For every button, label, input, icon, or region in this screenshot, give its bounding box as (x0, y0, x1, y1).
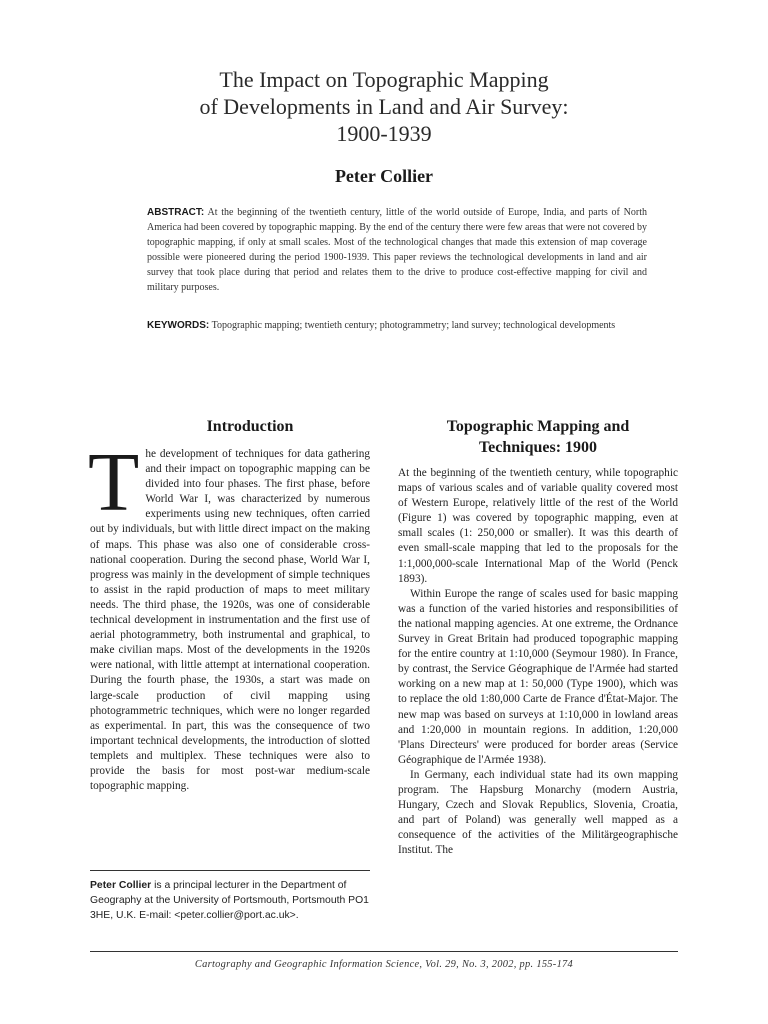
section-heading (398, 416, 678, 458)
keywords-text: Topographic mapping; twentieth century; photogrammetry; land survey; technological developments (211, 320, 616, 331)
abstract-label: ABSTRACT: (147, 207, 205, 218)
title-line-2: of Developments in Land and Air Survey: (199, 94, 569, 119)
footer-citation: Cartography and Geographic Information Science, Vol. 29, No. 3, 2002, pp. 155-174 (194, 959, 574, 970)
introduction-text: he development of techniques for data gathering and their impact on topographic mapping can be divided into four phases. The first phase, before World War I, was characterized by numerous experiments using new techniques, often carried out by individuals, but with little direct impact on the making of maps. This phase was also one of considerable cross-national cooperation. During the second phase, World War I, progress was mainly in the development of simple techniques to assist in the rapid production of maps to meet military needs. The third phase, the 1920s, was one of considerable technical development in instrumentation and the first use of aerial photogrammetry, both instrumental and graphical, to make civilian maps. Most of the developments in the 1920s were national, with little attempt at international cooperation. During the fourth phase, the 1930s, a start was made on large-scale production of civil mapping using photogrammetric techniques, which were no longer regarded as experimental. In part, this was the consequence of two important technical developments, the introduction of slotted templets and multiplex. These techniques were also to provide the basis for most post-war medium-scale topographic mapping. (90, 448, 370, 793)
title-line-1: The Impact on Topographic Mapping (219, 67, 549, 92)
right-column (398, 416, 678, 858)
introduction-heading: Introduction (206, 418, 294, 435)
drop-cap: T (88, 436, 140, 529)
left-column (90, 416, 370, 794)
section-heading-line-1: Topographic Mapping and (446, 418, 630, 435)
section-paragraph-1: At the beginning of the twentieth century, while topographic maps of various scales and of variable quality covered most of Western Europe, relatively little of the rest of the World (Figure 1) was covered by topographic mapping, even at small scales (1: 250,000 or smaller). It was this dearth of even small-scale mapping that led to the proposals for the 1:1,000,000-scale International Map of the World (Penck 1893). (398, 467, 678, 585)
paper-title (80, 66, 688, 147)
bio-name: Peter Collier (90, 880, 152, 891)
introduction-paragraph (88, 436, 370, 794)
author-bio (90, 878, 370, 923)
title-line-3: 1900-1939 (336, 121, 432, 146)
abstract-text: At the beginning of the twentieth century, little of the world outside of Europe, India, and parts of North America had been covered by topographic mapping. By the end of the century there were few areas that were not covered by topographic mapping, if only at small scales. Most of the technological changes that made this extension of map coverage possible were pioneered during the period 1900-1939. This paper reviews the technological developments in land and air survey that took place during that period and relates them to the drive to produce cost-effective mapping for civil and military purposes. (147, 207, 647, 293)
keywords (147, 318, 647, 333)
bio-text: is a principal lecturer in the Department of Geography at the University of Portsmouth, Portsmouth PO1 3HE, U.K. E-mail: <peter.collier@port.ac.uk>. (90, 880, 369, 921)
footer-divider (90, 951, 678, 952)
section-paragraph-3: In Germany, each individual state had its own mapping program. The Hapsburg Monarchy (modern Austria, Hungary, Czech and Slovak Republics, Slovenia, Croatia, and part of Poland) was generally well mapped as a consequence of the activities of the Militärgeographische Institut. The (398, 768, 678, 857)
keywords-label: KEYWORDS: (147, 320, 210, 331)
bio-divider (90, 870, 370, 871)
section-heading-line-2: Techniques: 1900 (478, 439, 598, 456)
section-paragraph-2: Within Europe the range of scales used for basic mapping was a function of the varied histories and responsibilities of the national mapping agencies. At one extreme, the Ordnance Survey in Great Britain had produced topographic mapping for the entire country at 1:10,000 (Seymour 1980). In France, by contrast, the Service Géographique de l'Armée had started working on a new map at 1: 50,000 (Type 1900), which was to replace the old 1:80,000 Carte de France d'État-Major. The new map was based on surveys at 1:10,000 in lowland areas and 1:20,000 in mountain regions. In addition, 1:20,000 'Plans Directeurs' were produced for border areas (Service Géographique de l'Armée 1938). (398, 587, 678, 766)
abstract (147, 205, 647, 295)
author-name: Peter Collier (334, 166, 434, 186)
